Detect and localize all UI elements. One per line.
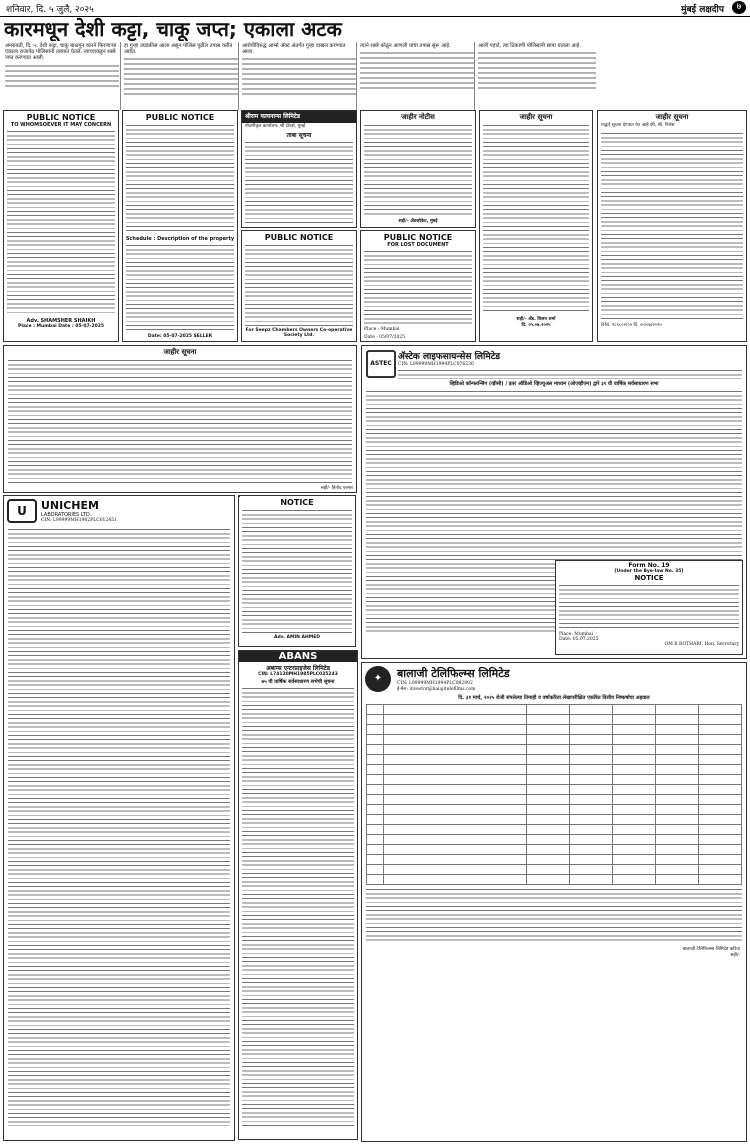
notice-sign: Adv. AMIN AHMED	[273, 635, 321, 640]
jahir-notice-tap	[360, 110, 476, 228]
form19-date: Date: 05.07.2025	[559, 637, 599, 642]
advocate-name: Adv. SHAMSHER SHAIKH	[26, 318, 96, 324]
balaji-notice	[361, 662, 747, 1142]
balaji-caption: दि. ३१ मार्च, २०२५ रोजी संपलेल्या तिमाही व वर्षाकरिता लेखापरीक्षित एकत्रित वित्तीय निष्कर्षाचा अहवाल	[458, 695, 650, 701]
balaji-footer: बालाजी टेलिफिल्म्स लिमिटेड करिता	[682, 947, 740, 952]
notice-title: PUBLIC NOTICE	[383, 233, 453, 242]
notice-title: जाहीर सूचना	[655, 113, 689, 121]
notice-footer: Date: 05-07-2025 SELLER	[147, 334, 213, 339]
astec-cin: CIN: L99999MH1994PLC076236	[398, 362, 474, 367]
astec-logo-icon: ASTEC	[366, 350, 396, 378]
balaji-results-table	[366, 704, 742, 885]
form19-heading: NOTICE	[634, 574, 664, 582]
section-title: मुंबई लक्षदीप	[681, 5, 724, 15]
date-line: शनिवार, दि. ५ जुलै, २०२५	[6, 5, 94, 15]
lost-document-notice	[360, 230, 476, 342]
page-number: ७	[732, 1, 746, 14]
notice-title: PUBLIC NOTICE	[26, 113, 96, 122]
notice-title: जाहीर नोटीस	[401, 113, 435, 121]
abans-notice	[238, 650, 358, 1140]
news-story	[2, 42, 602, 108]
notice-sign: सही/- विनोद परमार	[320, 486, 353, 491]
unichem-logo-icon: U	[7, 499, 37, 523]
notice-subtitle: FOR LOST DOCUMENT	[387, 242, 449, 248]
notice-title: PUBLIC NOTICE	[264, 233, 334, 242]
news-col-2: हा गुन्हा उघडकीस आला असून पोलिस पुढील तपास करीत आहेत.	[120, 42, 241, 110]
emblem-icon: ✦	[365, 666, 391, 692]
abans-heading: ७५ वी वार्षिक सर्वसाधारण सभेची सूचना	[261, 679, 335, 685]
small-notice	[238, 495, 356, 647]
shriram-notice	[241, 110, 357, 228]
notice-line-2: RM. २८९८०२/०५ दि. ०५/०७/२०२५	[601, 323, 662, 329]
unichem-notice	[3, 495, 235, 1141]
society-notice	[241, 230, 357, 342]
news-col-1: अमरावती, दि. ५: देशी कट्टा, चाकू बाळगून कारने फिरणाऱ्या एकाला राजापेठ पोलिसांनी ताब्यात घेतले. त्याच्याकडून शस्त्रे जप्त करण्यात आली.	[2, 42, 122, 110]
spacer3	[238, 495, 240, 497]
news-col-5: आली पहाटे, त्या ठिकाणी पोलिसांनी छापा घातला आहे.	[474, 42, 599, 110]
tap-sign: सही/- ॲडव्होकेट, मुंबई	[398, 219, 438, 224]
place: Place : Mumbai	[364, 327, 400, 332]
notice-title: जाहीर सूचना	[163, 348, 197, 356]
balaji-sign: सही/-	[730, 953, 740, 958]
abans-name: अबान्स एन्टरप्राइजेस लिमिटेड	[266, 665, 330, 672]
unichem-name: UNICHEM	[41, 499, 99, 512]
form19-sign: OM R ROTHARI, Hon. Secretary	[664, 642, 739, 647]
masthead	[0, 0, 750, 17]
jahir-suchana-right	[597, 110, 747, 342]
unichem-sub: LABORATORIES LTD.	[41, 512, 92, 518]
notice-line-1: याद्वारे सूचना देण्यात येत आहे की, श्री. निलेश	[601, 123, 675, 128]
form19-title: Form No. 19	[628, 562, 670, 569]
sale-notice	[479, 110, 593, 342]
date: Date : 05/07/2025	[364, 335, 406, 341]
sale-sign: सही/- ॲड. विजय शर्मा	[516, 317, 556, 322]
public-notice-left	[3, 110, 119, 342]
news-col-4: त्याने शस्त्रे कोठून आणली याचा तपास सुरू आहे.	[356, 42, 477, 110]
form19-sub: [Under the Bye-law No. 35]	[614, 569, 684, 574]
headline: कारमधून देशी कट्टा, चाकू जप्त; एकाला अटक	[4, 17, 342, 41]
form19-notice	[555, 560, 743, 655]
shriram-name: श्रीराम फायनान्स लिमिटेड	[242, 111, 356, 123]
balaji-cin: CIN: L99999MH1994PLC082802	[397, 681, 473, 686]
notice-subtitle: TO WHOMSOEVER IT MAY CONCERN	[10, 122, 112, 128]
notice-title: जाहीर सूचना	[519, 113, 553, 121]
notice-title: NOTICE	[280, 498, 314, 507]
shriram-tag: ताबा सूचना	[286, 132, 312, 140]
news-col-3: आरोपीविरुद्ध आर्म्स ॲक्ट अंतर्गत गुन्हा दाखल करण्यात आला.	[238, 42, 359, 110]
form19-place: Place: Mumbai	[559, 632, 594, 637]
unichem-cin: CIN: L99999MH1962PLC012451	[41, 518, 117, 523]
abans-cin: CIN: L74120MH1985PLC035243	[258, 672, 338, 677]
society-sign: For Seepz Chambers Owners Co-operative Society Ltd.	[245, 328, 353, 338]
abans-brand: ABANS	[239, 651, 357, 662]
public-notice-mid	[122, 110, 238, 342]
notice-title: PUBLIC NOTICE	[145, 113, 215, 122]
balaji-email: ई-मेल: investor@balajitelefilms.com	[397, 687, 476, 692]
notice-footer: Place : Mumbai Date : 05-07-2025	[18, 324, 104, 329]
schedule-heading: Schedule : Description of the property	[125, 236, 235, 242]
jahir-suchana-bottom	[3, 345, 357, 493]
sale-date: दि. ०५.०७.२०२५	[521, 323, 551, 328]
shriram-sub: नोंदणीकृत कार्यालय: श्री टॉवर्स, मुंबई	[245, 124, 306, 129]
astec-sub: व्हिडिओ कॉन्फरन्सिंग (व्हीसी) / इतर ऑडिओ व्हिज्युअल माध्यम (ओएव्हीएम) द्वारे ३१ वी वार्षिक सर्वसाधारण सभा	[449, 381, 659, 387]
astec-name: ॲस्टेक लाइफसायन्सेस लिमिटेड	[398, 352, 501, 362]
balaji-name: बालाजी टेलिफिल्म्स लिमिटेड	[397, 667, 510, 680]
